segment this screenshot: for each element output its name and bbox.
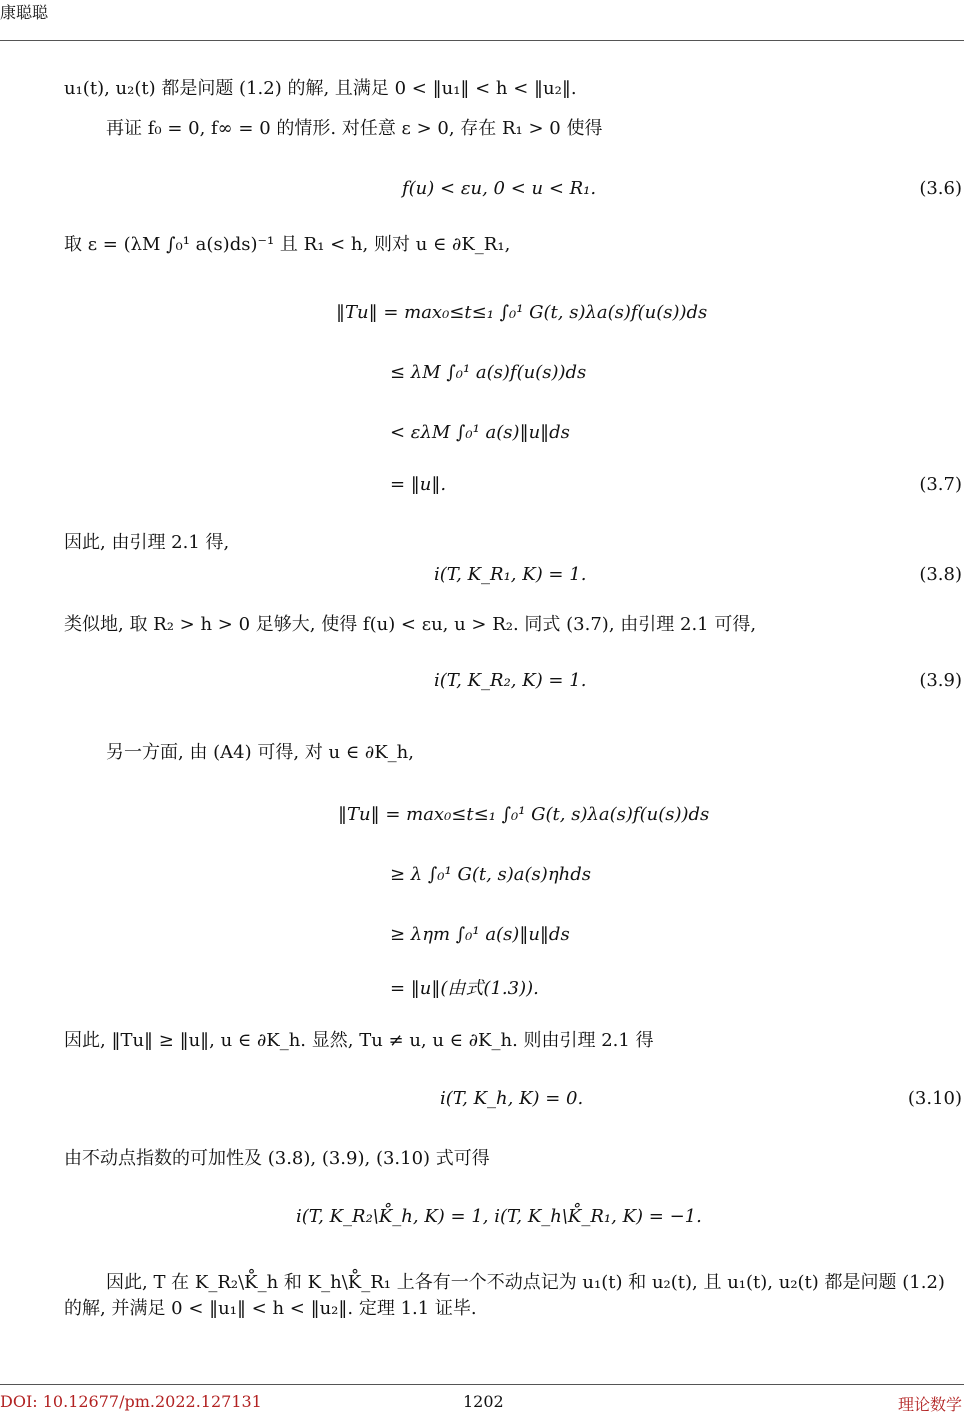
equation-block-line-4: = ‖u‖(由式(1.3)). [390, 978, 539, 999]
equation-number: (3.9) [919, 670, 962, 691]
equation-number: (3.7) [919, 474, 962, 495]
journal-name: 理论数学 [897, 1395, 962, 1414]
paragraph-line: 因此, 由引理 2.1 得, [64, 532, 230, 553]
doi-link[interactable]: DOI: 10.12677/pm.2022.127131 [0, 1392, 262, 1411]
equation-block-line-1: ‖Tu‖ = max₀≤t≤₁ ∫₀¹ G(t, s)λa(s)f(u(s))ds [338, 804, 710, 825]
equation-3-7-line-4: = ‖u‖. [390, 474, 447, 495]
paragraph-line: 由不动点指数的可加性及 (3.8), (3.9), (3.10) 式可得 [64, 1148, 490, 1169]
equation-number: (3.6) [919, 178, 962, 199]
concluding-paragraph: 因此, T 在 K_R₂\K̊_h 和 K_h\K̊_R₁ 上各有一个不动点记为 u₁(t) 和 u₂(t), 且 u₁(t), u₂(t) 都是问题 (1.2) 的解, 并满足 0 < ‖u₁‖ < h < ‖u₂‖. 定理 1.1 证毕. [64, 1272, 945, 1319]
page-number: 1202 [463, 1392, 504, 1411]
paragraph-line: 因此, ‖Tu‖ ≥ ‖u‖, u ∈ ∂K_h. 显然, Tu ≠ u, u ∈ ∂K_h. 则由引理 2.1 得 [64, 1030, 654, 1051]
header-rule [0, 40, 964, 41]
equation-3-10: i(T, K_h, K) = 0. [440, 1088, 584, 1109]
footer-rule [0, 1384, 964, 1385]
running-head: 康聪聪 [0, 3, 49, 22]
paragraph-line: u₁(t), u₂(t) 都是问题 (1.2) 的解, 且满足 0 < ‖u₁‖ < h < ‖u₂‖. [64, 78, 577, 99]
equation-block-line-3: ≥ ληm ∫₀¹ a(s)‖u‖ds [390, 924, 570, 945]
equation-3-7-line-2: ≤ λM ∫₀¹ a(s)f(u(s))ds [390, 362, 587, 383]
equation-final: i(T, K_R₂\K̊_h, K) = 1, i(T, K_h\K̊_R₁, K) = −1. [296, 1206, 702, 1227]
paragraph-line: 类似地, 取 R₂ > h > 0 足够大, 使得 f(u) < εu, u > R₂. 同式 (3.7), 由引理 2.1 可得, [64, 614, 757, 635]
equation-3-7-line-1: ‖Tu‖ = max₀≤t≤₁ ∫₀¹ G(t, s)λa(s)f(u(s))ds [336, 302, 708, 323]
equation-block-line-2: ≥ λ ∫₀¹ G(t, s)a(s)ηhds [390, 864, 591, 885]
paragraph-line: 另一方面, 由 (A4) 可得, 对 u ∈ ∂K_h, [106, 742, 414, 763]
paragraph-line: 再证 f₀ = 0, f∞ = 0 的情形. 对任意 ε > 0, 存在 R₁ > 0 使得 [106, 118, 603, 139]
equation-3-7-line-3: < ελM ∫₀¹ a(s)‖u‖ds [390, 422, 570, 443]
equation-number: (3.8) [919, 564, 962, 585]
paragraph-line: 取 ε = (λM ∫₀¹ a(s)ds)⁻¹ 且 R₁ < h, 则对 u ∈ ∂K_R₁, [64, 234, 511, 255]
equation-number: (3.10) [907, 1088, 962, 1109]
equation-3-9: i(T, K_R₂, K) = 1. [434, 670, 587, 691]
equation-3-6: f(u) < εu, 0 < u < R₁. [402, 178, 597, 199]
equation-3-8: i(T, K_R₁, K) = 1. [434, 564, 587, 585]
